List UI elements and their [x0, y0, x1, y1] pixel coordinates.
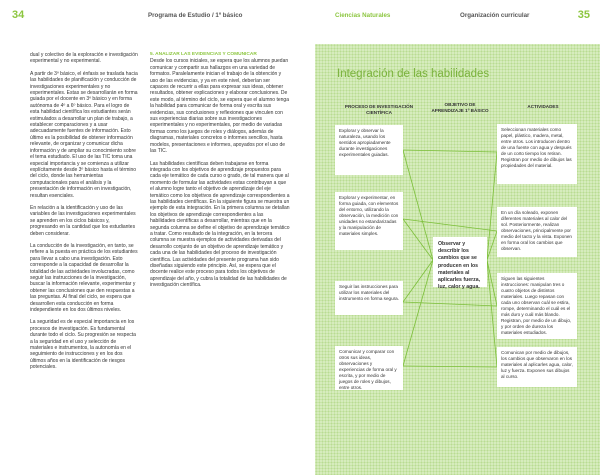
process-box: Explorar y experimentar, en forma guiada, con elementos del entorno, utilizando la observación, la medición con unidades no estandarizadas y la manipulación de materiales simples. [335, 192, 403, 250]
running-header-organization: Organización curricular [460, 12, 530, 19]
activity-box: En un día soleado, exponen diferentes materiales al calor del sol. Posteriormente, realizan observaciones, principalmente por medio del tacto y la vista. Exponen en forma oral los cambios que observan. [497, 207, 577, 257]
column-heading-objective: OBJETIVO DE APRENDIZAJE 1º BÁSICO [431, 102, 489, 113]
objective-box: Observar y describir los cambios que se producen en los materiales al aplicarles fuerza, luz, calor y agua. [433, 237, 487, 287]
left-text-column [30, 52, 138, 377]
connector-line [403, 219, 433, 260]
running-header-subject: Ciencias Naturales [335, 12, 391, 19]
column-heading-activities: ACTIVIDADES [527, 104, 559, 109]
process-box: Comunicar y comparar con otros sus ideas, observaciones y experiencias de forma oral y escrita, y por medio de juegos de roles y dibujos, entre otros. [335, 346, 403, 390]
page-number-left: 34 [12, 9, 25, 21]
connector-line [403, 150, 497, 152]
connector-line [403, 150, 433, 260]
panel-title: Integración de las habilidades [337, 68, 490, 80]
middle-paragraph: Las habilidades científicas deben trabajarse en forma integrada con los objetivos de aprendizaje propuestos para cada eje temático de cada curso o grado, de tal manera que al momento de formular las actividades estas contribuyan a que el alumno logre tanto el objetivo de aprendizaje del eje temático como los objetivos de aprendizaje correspondientes a las habilidades científicas. En la siguiente figura se muestra un ejemplo de esta integración. En la primera columna se detallan los objetivos de aprendizaje correspondientes a las habilidades científicas a desarrollar, mientras que en la segunda columna se define el objetivo de aprendizaje temático a tratar. Como resultado de la integración, en la tercera columna se muestra ejemplos de actividades derivadas del desarrollo conjunto de un objetivo de aprendizaje temático y cada una de las habilidades del proceso de investigación científica. Las actividades del presente programa han sido diseñadas siguiendo este principio. Así, se espera que el docente realice este proceso para todos los objetivos de aprendizaje del año, y cubra la totalidad de las habilidades de investigación científica. [150, 160, 290, 289]
column-heading-process: PROCESO DE INVESTIGACIÓN CIENTÍFICA [344, 104, 414, 115]
connector-line [487, 152, 497, 260]
process-box: Seguir las instrucciones para utilizar los materiales del instrumento en forma segura. [335, 281, 403, 315]
activity-box: Siguen las siguientes instrucciones: manipulan tres o cuatro objetos de distintos materiales. Luego repasan con cada uno observan cuál se estira, rompe, determinando el cuál es el más duro y cuál más blando. Registran, por medio de un dibujo, y por orden de dureza los materiales estudiados. [497, 273, 577, 339]
integration-panel [315, 44, 600, 475]
connector-line [487, 260, 497, 306]
left-paragraph: dual y colectivo de la exploración e investigación experimental y no experimental. [30, 52, 138, 65]
connector-line [403, 219, 497, 231]
left-paragraph: En relación a la identificación y uso de las variables de las investigaciones experimentales se aprenden en los ciclos básicos y, progresando en la cantidad que los estudiantes deben considerar. [30, 204, 136, 237]
left-paragraph: A partir de 3º básico, el énfasis se traslada hacia las habilidades de planificación y conducción de investigaciones experimentales y no experimentales. Estas se desarrollarán en forma guiada por el docente en 3º básico y en forma autónoma de 4º a 6º básico. Para el logro de esta habilidad científica los estudiantes serán estimulados a desarrollar un plan de trabajo, a establecer comparaciones y a usar adecuadamente fuentes de información. Esto último es la posibilidad de obtener información relevante, de organizar y comunicar dicha información y de ampliar su conocimiento sobre el tema estudiado. El uso de las TIC toma una especial importancia y se comienza a utilizar explícitamente desde 3º básico hasta el término del ciclo, donde las herramientas computacionales para el análisis y la presentación de información en investigación, resultan esenciales. [30, 70, 138, 199]
activity-box: Seleccionan materiales como papel, plástico, madera, metal, entre otros. Los introducen dentro de una fuente con agua y después de un corto tiempo los retiran. Registran por medio de dibujos las propiedades del material. [497, 124, 577, 184]
left-paragraph: La seguridad es de especial importancia en los procesos de investigación. Es fundamental durante todo el ciclo. Su progresión se respecta a la seguridad en el uso y selección de materiales e instrumentos, la autonomía en el seguimiento de instrucciones y en los dos últimos años en la identificación de riesgos potenciales. [30, 319, 136, 371]
middle-paragraph: Desde los cursos iniciales, se espera que los alumnos puedan comunicar y compartir sus hallazgos en una variedad de formatos. Paralelamente inician el trabajo de la obtención y uso de las evidencias, y ya en este nivel, deberían ser capaces de recurrir a ellas para expresar sus ideas, obtener resultados, obtener explicaciones y elaborar conclusiones. De este modo, al término del ciclo, se espera que el alumno tenga la habilidad para comunicar de forma oral y escrita sus evidencias, sus conclusiones y reflexiones que vinculen con sus experiencias diarias sobre sus investigaciones experimentales y no experimentales, por medio de variadas formas como los juegos de roles y diálogos, además de diagramas, materiales concretos o informes sencillos, hasta modelos, presentaciones e informes, apoyados por el uso de las TIC. [150, 58, 289, 155]
section-heading: 5. ANALIZAR LAS EVIDENCIAS Y COMUNICAR [150, 52, 257, 57]
running-header-program: Programa de Estudio / 1º básico [148, 12, 243, 19]
connector-line [487, 260, 497, 367]
left-paragraph: La conducción de la investigación, en tanto, se refiere a la puesta en práctica de los estudiantes para llevar a cabo una investigación. Esto corresponde a la capacidad de desarrollar la totalidad de las actividades involucradas, como seguir las instrucciones de la investigación, buscar la información relevante, experimentar y obtener las conclusiones que den respuestas a las preguntas. Al final del ciclo, se espera que desarrollen esta conducción en forma independiente en los dos últimos niveles. [30, 242, 138, 314]
connector-line [403, 260, 433, 366]
activity-box: Comunican por medio de dibujos, los cambios que observaron en los materiales al aplicarles agua, calor, luz y fuerza. Exponen sus dibujos al curso. [497, 347, 577, 387]
page-number-right: 35 [577, 9, 590, 21]
connector-line [403, 260, 433, 302]
process-box: Explorar y observar la naturaleza, usando los sentidos apropiadamente durante investigaciones experimentales guiadas. [335, 125, 403, 175]
middle-text-column [150, 52, 290, 295]
connector-line [403, 366, 497, 367]
connector-line [403, 302, 497, 306]
